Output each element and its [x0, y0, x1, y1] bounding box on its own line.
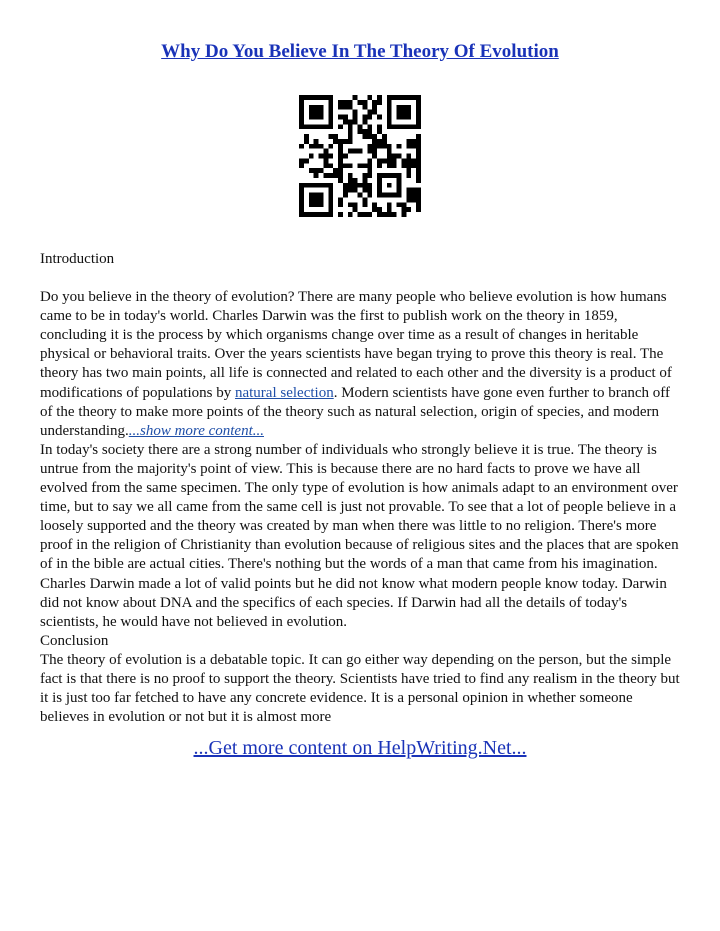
page-title — [0, 40, 720, 64]
paragraph-1-text-b: . Modern scientists have gone even further to branch off of the theory to make more points of the theory such as natural selection, origin of species, and modern understanding. — [40, 384, 670, 439]
paragraph-1-text-a: Do you believe in the theory of evolution? There are many people who believe evolution is how humans came to be in today's world. Charles Darwin was the first to publish work on the theory in 1859, concluding it is the process by which organisms change over time as a result of changes in heritable physical or behavioral traits. Over the years scientists have began trying to prove this theory is real. The theory has two main points, all life is connected and related to each other and the diversity is a product of modifications of populations by — [40, 289, 672, 401]
show-more-link[interactable]: ...show more content... — [128, 422, 264, 439]
footer — [0, 735, 720, 761]
paragraph-2: In today's society there are a strong number of individuals who strongly believe it is true. The theory is untrue from the majority's point of view. This is because there are no hard facts to prove we have all evolved from the same specimen. The only type of evolution is how animals adapt to an environment over time, but to say we all came from the same cell is just not provable. To see that a lot of people believe in a loosely supported and the theory was created by man when there was little to no religion. There's more proof in the religion of Christianity than evolution because of religious sites and the places that are spoken of in the bible are actual cities. There's nothing but the words of a man that came from his imagination. Charles Darwin made a lot of valid points but he did not know what modern people know today. Darwin did not know about DNA and the specifics of each species. If Darwin had all the details of today's scientists, he would have not believed in evolution. — [40, 441, 679, 630]
paragraph-1 — [40, 288, 684, 441]
title-link[interactable]: Why Do You Believe In The Theory Of Evolution — [161, 41, 559, 62]
conclusion-heading: Conclusion — [40, 632, 109, 649]
article-body — [40, 250, 684, 727]
qr-code-icon — [299, 95, 421, 217]
get-more-content-link[interactable]: ...Get more content on HelpWriting.Net... — [193, 737, 527, 759]
introduction-heading: Introduction — [40, 251, 115, 267]
natural-selection-link[interactable]: natural selection — [234, 384, 334, 401]
paragraph-3: The theory of evolution is a debatable topic. It can go either way depending on the person, but the simple fact is that there is no proof to support the theory. Scientists have tried to find any realism in the theory but it is just too far fetched to have any concrete evidence. It is a personal opinion in whether someone believes in evolution or not but it is almost more — [40, 651, 680, 726]
